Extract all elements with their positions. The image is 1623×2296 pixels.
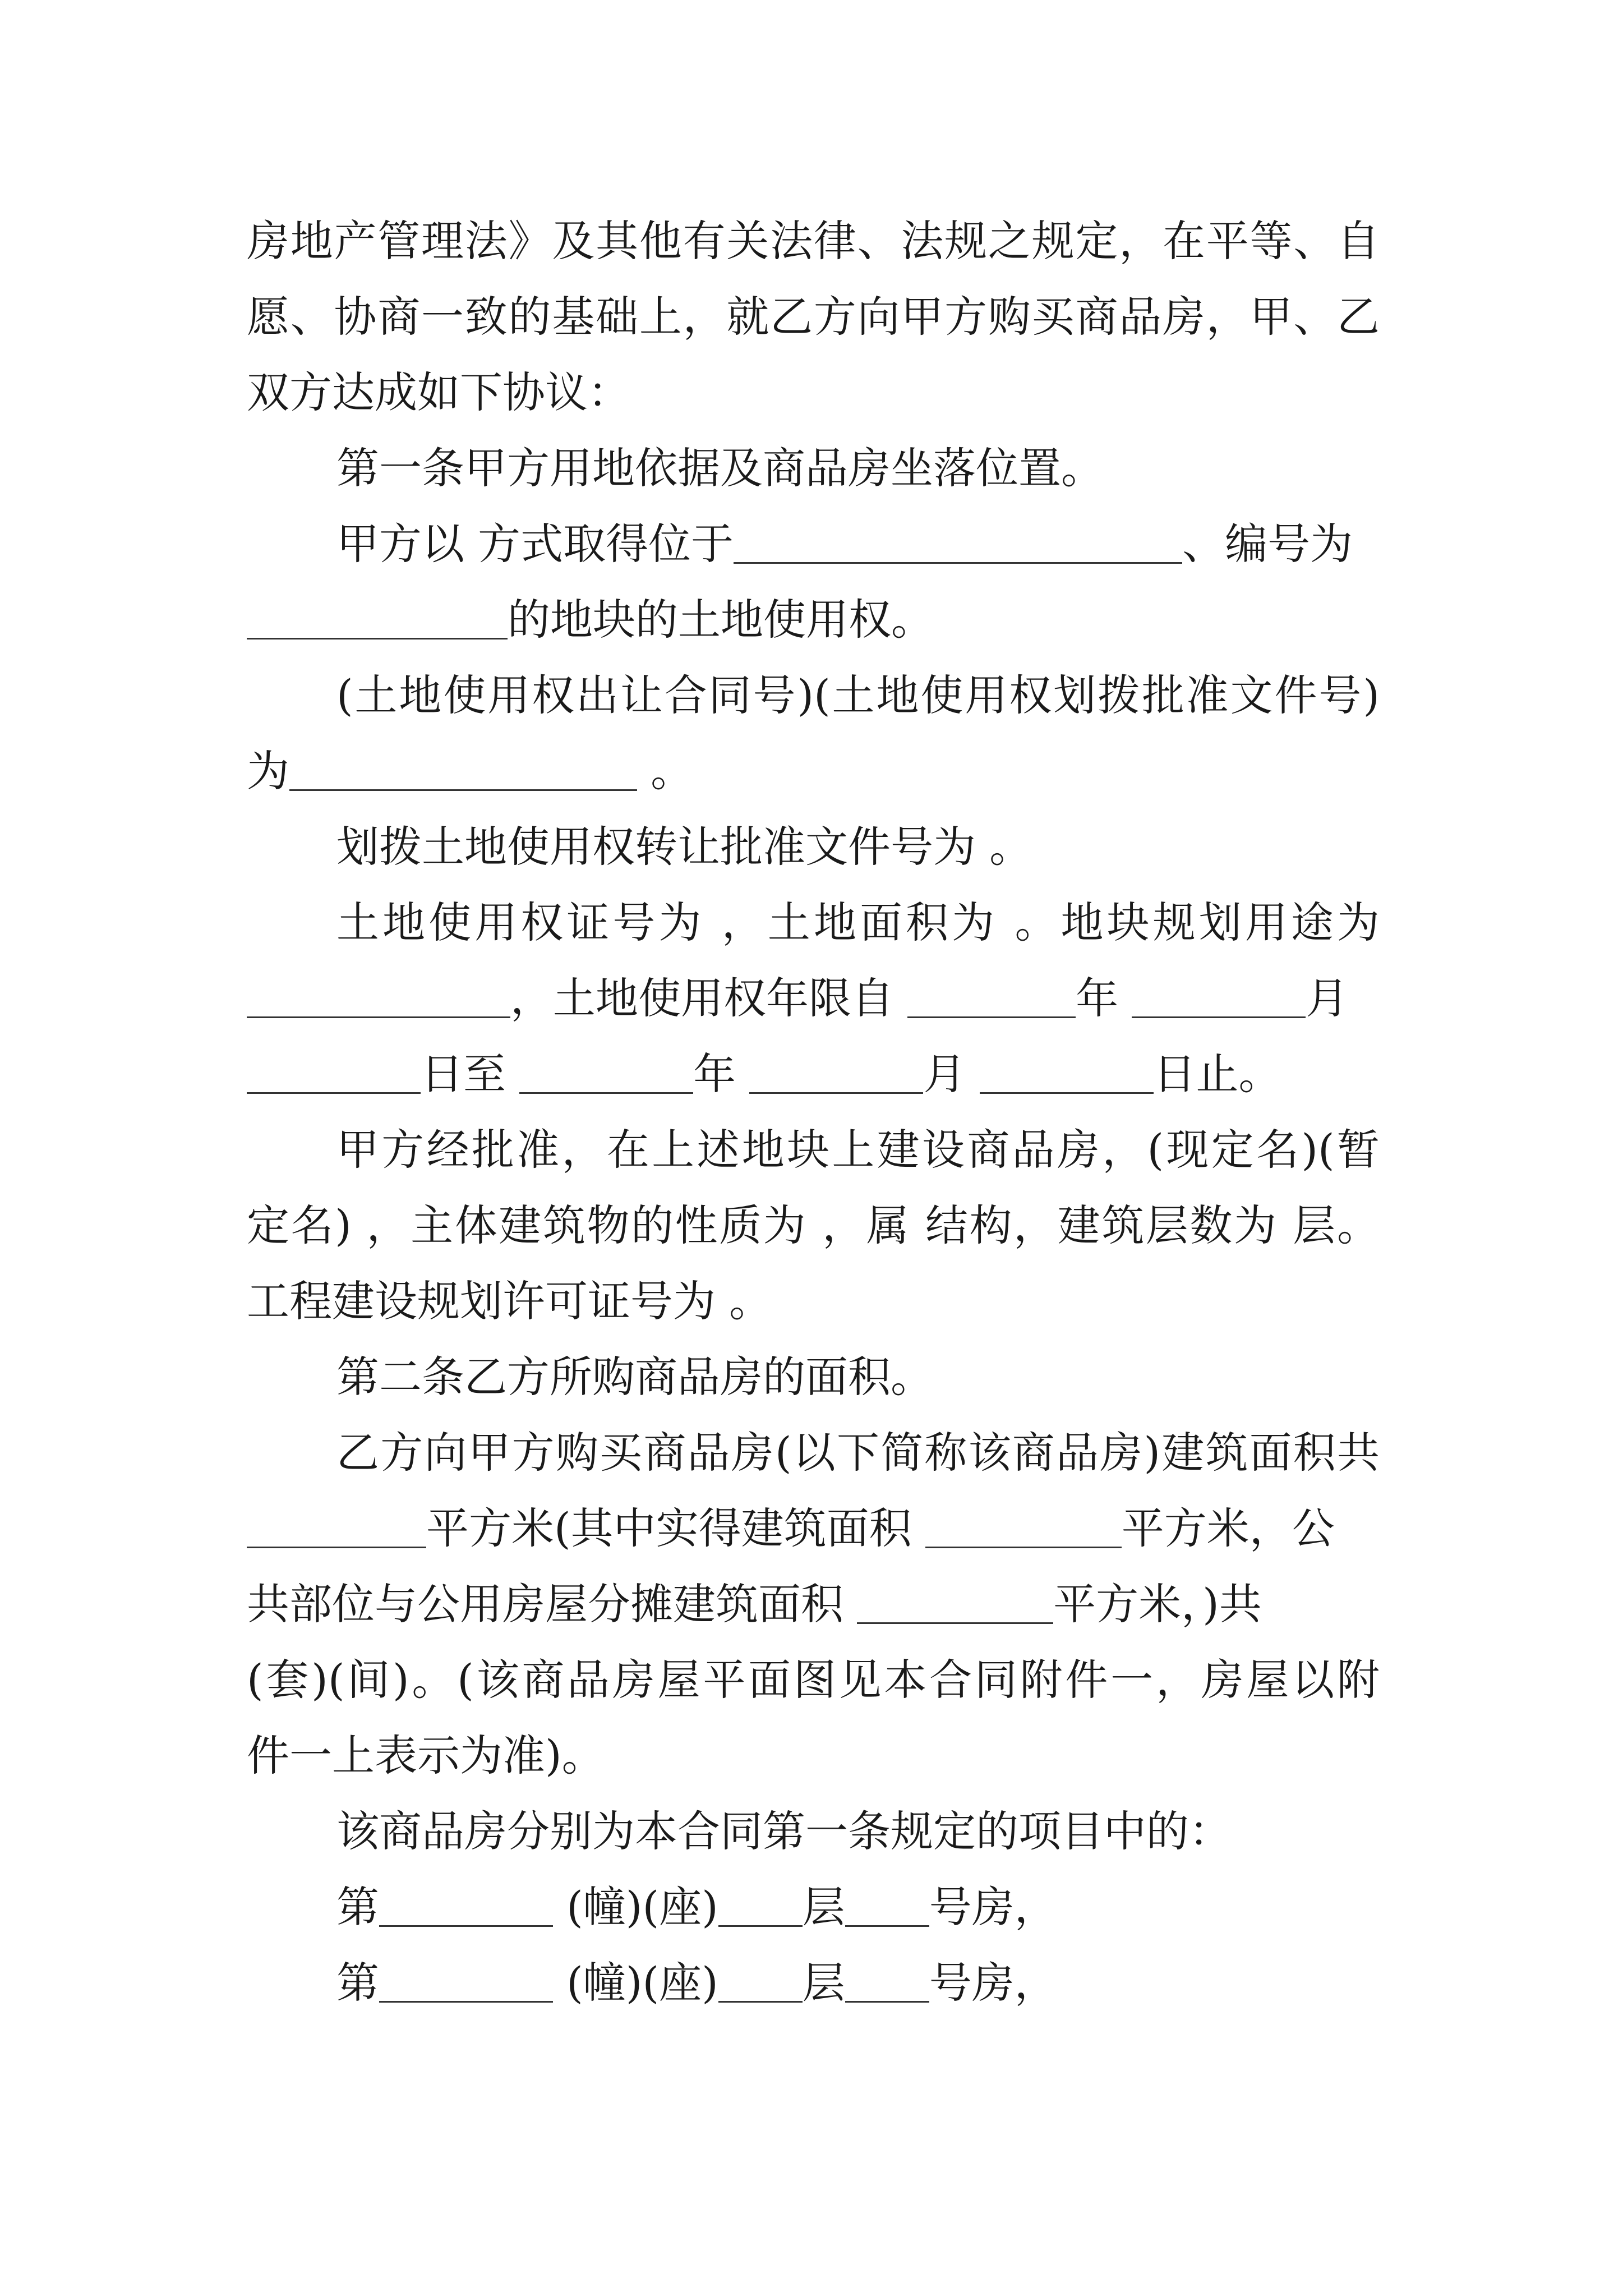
text-line: (土地使用权出让合同号)(土地使用权划拨批准文件号): [336, 670, 1380, 720]
fill-blank[interactable]: [857, 1582, 1053, 1624]
text-line: 房地产管理法》及其他有关法律、法规之规定，在平等、自: [247, 216, 1380, 266]
fill-blank[interactable]: [749, 1052, 923, 1094]
text-segment: (幢)(座): [553, 1958, 718, 2008]
fill-blank[interactable]: [379, 1885, 553, 1927]
text-segment: 年: [1076, 973, 1132, 1023]
text-line: 件一上表示为准)。: [247, 1731, 605, 1780]
text-line: [247, 583, 1380, 656]
fill-blank[interactable]: [734, 522, 1182, 564]
text-segment: 平方米，公: [1121, 1503, 1335, 1553]
text-line: 甲方经批准，在上述地块上建设商品房，(现定名)(暂: [336, 1125, 1380, 1175]
fill-blank[interactable]: [247, 1052, 421, 1094]
article-heading: 第二条乙方所购商品房的面积。: [336, 1352, 933, 1402]
fill-blank[interactable]: [289, 749, 637, 791]
fill-blank[interactable]: [925, 1506, 1122, 1548]
text-segment: 层: [802, 1958, 845, 2008]
text-line: [247, 962, 1380, 1035]
text-line: 土地使用权证号为 ，土地面积为 。地块规划用途为: [336, 898, 1380, 947]
text-line: [247, 1038, 1380, 1111]
text-segment: (幢)(座): [553, 1882, 718, 1932]
fill-blank[interactable]: [907, 976, 1076, 1018]
text-segment: 甲方以 方式取得位于: [336, 519, 734, 569]
text-segment: 号房，: [929, 1958, 1057, 2008]
text-line: [336, 1947, 1380, 2019]
fill-blank[interactable]: [247, 1506, 426, 1548]
text-segment: 第: [336, 1958, 379, 2008]
text-segment: 。: [637, 746, 694, 796]
text-line: 双方达成如下协议：: [247, 367, 630, 417]
text-segment: 平方米，)共: [1053, 1579, 1262, 1629]
text-segment: 共部位与公用房屋分摊建筑面积: [247, 1579, 857, 1629]
fill-blank[interactable]: [980, 1052, 1154, 1094]
fill-blank[interactable]: [845, 1961, 929, 2003]
text-segment: 号房，: [929, 1882, 1057, 1932]
text-segment: 月: [1306, 973, 1349, 1023]
text-line: (套)(间)。(该商品房屋平面图见本合同附件一，房屋以附: [247, 1655, 1380, 1705]
text-segment: 年: [693, 1049, 750, 1099]
text-line: [336, 1871, 1380, 1944]
text-line: [247, 1568, 1380, 1641]
text-segment: 月: [923, 1049, 980, 1099]
fill-blank[interactable]: [519, 1052, 693, 1094]
text-segment: 为: [247, 746, 289, 796]
text-segment: 平方米(其中实得建筑面积: [426, 1503, 925, 1553]
text-segment: 第: [336, 1882, 379, 1932]
text-line: [336, 508, 1380, 581]
fill-blank[interactable]: [379, 1961, 553, 2003]
text-segment: 的地块的土地使用权。: [508, 595, 934, 645]
text-segment: 日止。: [1153, 1049, 1281, 1099]
article-heading: 第一条甲方用地依据及商品房坐落位置。: [336, 443, 1104, 493]
text-line: 乙方向甲方购买商品房(以下简称该商品房)建筑面积共: [336, 1428, 1380, 1478]
fill-blank[interactable]: [718, 1961, 803, 2003]
text-line: 愿、协商一致的基础上，就乙方向甲方购买商品房，甲、乙: [247, 292, 1380, 342]
text-line: [247, 735, 1380, 808]
text-segment: ，土地使用权年限自: [510, 973, 908, 1023]
fill-blank[interactable]: [247, 597, 508, 639]
text-segment: 、编号为: [1182, 519, 1353, 569]
fill-blank[interactable]: [1132, 976, 1306, 1018]
text-line: 工程建设规划许可证号为 。: [247, 1276, 772, 1326]
text-line: 划拨土地使用权转让批准文件号为 。: [336, 822, 1032, 872]
fill-blank[interactable]: [845, 1885, 929, 1927]
text-line: 定名) ，主体建筑物的性质为 ，属 结构，建筑层数为 层。: [247, 1200, 1380, 1250]
text-line: 该商品房分别为本合同第一条规定的项目中的：: [336, 1806, 1232, 1856]
text-line: [247, 1492, 1380, 1565]
fill-blank[interactable]: [718, 1885, 803, 1927]
fill-blank[interactable]: [247, 976, 510, 1018]
text-segment: 日至: [421, 1049, 520, 1099]
text-segment: 层: [802, 1882, 845, 1932]
